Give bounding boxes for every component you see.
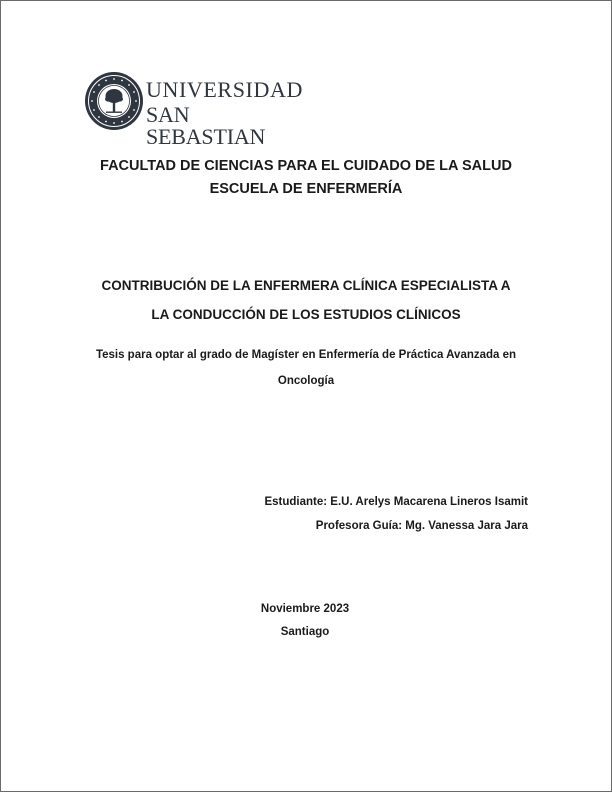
degree-statement — [0, 342, 612, 394]
thesis-title-line-1: CONTRIBUCIÓN DE LA ENFERMERA CLÍNICA ESPECIALISTA A — [101, 278, 511, 293]
logo-line-1: UNIVERSIDAD — [146, 77, 303, 102]
degree-line-1: Tesis para optar al grado de Magíster en Enfermería de Práctica Avanzada en — [95, 349, 517, 361]
university-seal-icon — [84, 71, 144, 131]
university-logo — [84, 71, 303, 149]
student-line: Estudiante: E.U. Arelys Macarena Lineros Isamit — [264, 496, 528, 508]
logo-line-2: SAN SEBASTIAN — [146, 102, 266, 149]
thesis-title-line-2: LA CONDUCCIÓN DE LOS ESTUDIOS CLÍNICOS — [151, 307, 461, 322]
degree-line-2: Oncología — [277, 375, 335, 387]
school-name: ESCUELA DE ENFERMERÍA — [209, 181, 403, 197]
city: Santiago — [280, 626, 330, 638]
authorship-block — [264, 490, 528, 538]
thesis-title — [0, 271, 612, 329]
date-place-block — [255, 598, 355, 644]
faculty-name: FACULTAD DE CIENCIAS PARA EL CUIDADO DE LA SALUD — [100, 158, 512, 174]
advisor-line: Profesora Guía: Mg. Vanessa Jara Jara — [315, 520, 528, 532]
faculty-heading — [0, 155, 612, 201]
university-wordmark — [146, 79, 303, 148]
date: Noviembre 2023 — [260, 603, 350, 615]
